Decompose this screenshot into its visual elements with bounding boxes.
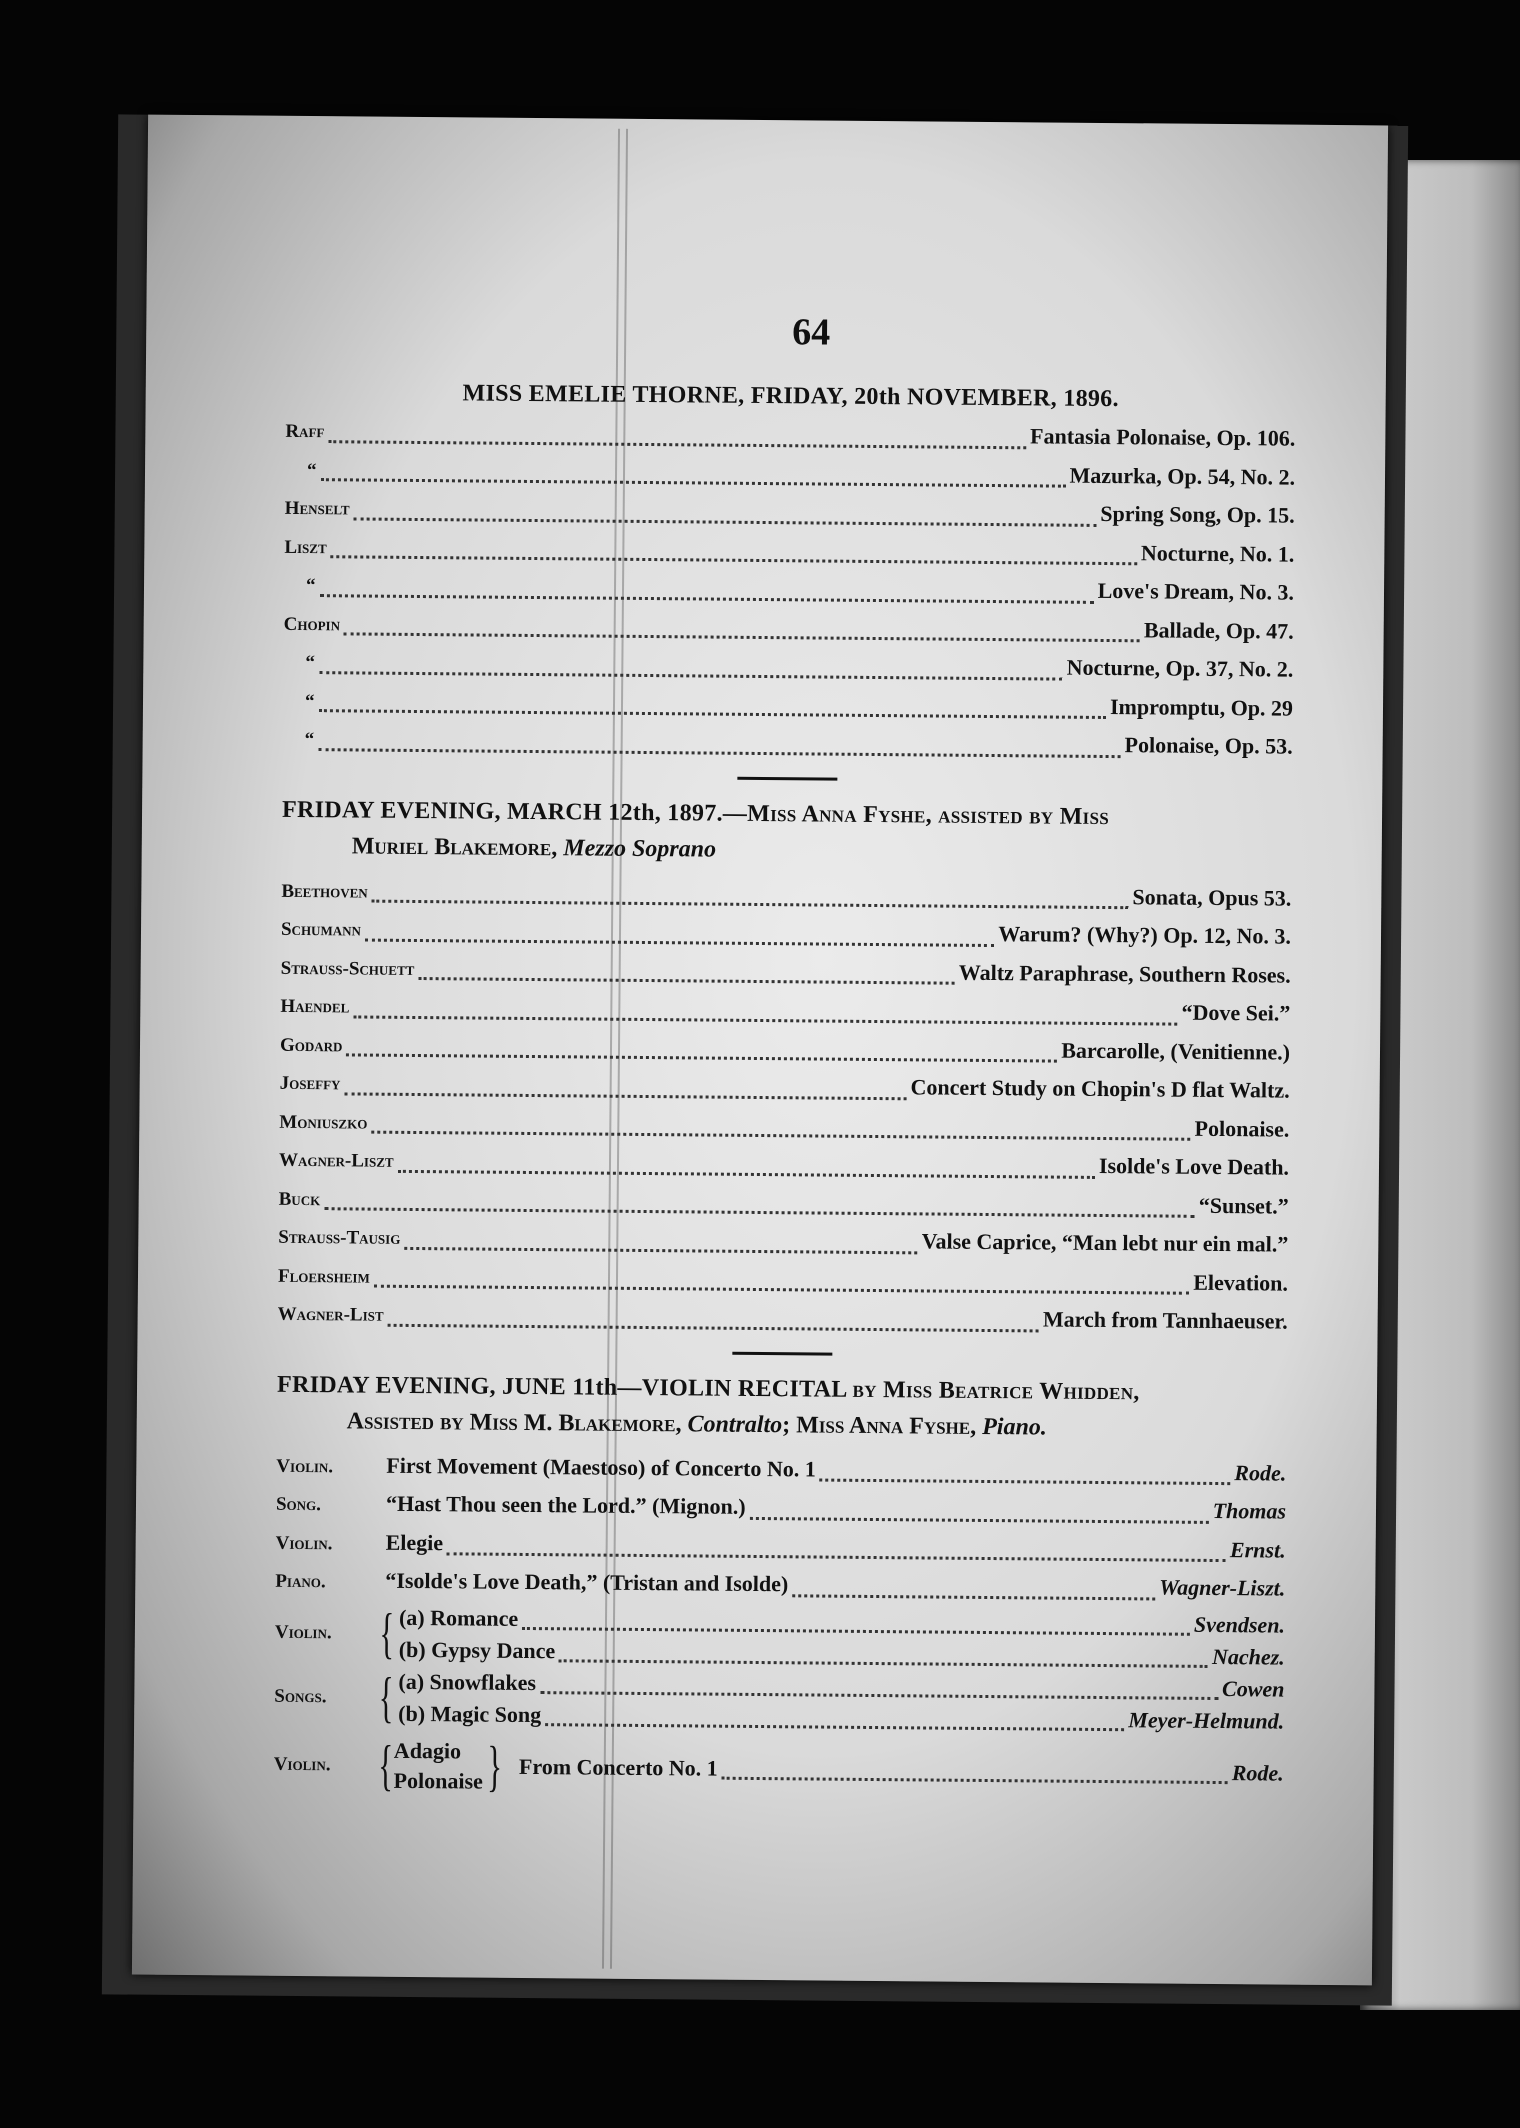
piece-title: Nocturne, Op. 37, No. 2. <box>1066 654 1294 682</box>
piece-title: Barcarolle, (Venitienne.) <box>1061 1037 1291 1065</box>
composer-name: Wagner-Liszt <box>278 1149 394 1172</box>
brace: { <box>377 1734 394 1797</box>
concerto-item <box>273 1732 1284 1805</box>
dot-leader <box>749 1507 1208 1524</box>
brace: { <box>378 1666 394 1729</box>
composer-name: Wagner-List <box>277 1303 384 1326</box>
piece-title: Elevation. <box>1193 1269 1289 1296</box>
piece-title: Impromptu, Op. 29 <box>1109 693 1294 721</box>
program-item <box>398 1697 1284 1737</box>
piece-title: “Sunset.” <box>1198 1192 1289 1219</box>
piece-title: (b) Gypsy Dance <box>398 1636 556 1663</box>
program-item <box>283 720 1293 767</box>
composer-name: Svendsen. <box>1193 1611 1286 1638</box>
dot-leader <box>353 507 1096 526</box>
dot-leader <box>353 1005 1177 1025</box>
dot-leader <box>365 928 994 946</box>
item-kind: Violin. <box>274 1621 332 1643</box>
program-list-2 <box>278 871 1292 1342</box>
program-item <box>278 1295 1288 1342</box>
piece-title: Isolde's Love Death. <box>1098 1152 1290 1180</box>
piece-title: “Isolde's Love Death,” (Tristan and Isolde) <box>385 1567 789 1597</box>
composer-name: Schumann <box>280 918 362 941</box>
dot-leader <box>447 1543 1226 1563</box>
composer-name: Beethoven <box>281 880 368 903</box>
piece-title: Polonaise. <box>1194 1115 1290 1142</box>
section-divider <box>732 1351 832 1355</box>
dot-leader <box>792 1584 1155 1600</box>
piece-title: Mazurka, Op. 54, No. 2. <box>1069 462 1296 490</box>
piece-title: “Dove Sei.” <box>1181 999 1291 1026</box>
recital-subheading-2: Muriel Blakemore, Mezzo Soprano <box>351 832 717 863</box>
dot-leader <box>319 584 1093 604</box>
piece-title: “Hast Thou seen the Lord.” (Mignon.) <box>385 1490 746 1519</box>
composer-name: “ <box>306 459 317 481</box>
piece-title: Nocturne, No. 1. <box>1140 539 1295 567</box>
piece-title: Sonata, Opus 53. <box>1132 883 1292 911</box>
piece-title: Polonaise, Op. 53. <box>1124 732 1293 759</box>
composer-name: Ernst. <box>1229 1536 1286 1563</box>
songs-group <box>274 1664 1285 1737</box>
piece-title: (a) Snowflakes <box>398 1668 537 1695</box>
piece-title: (b) Magic Song <box>398 1700 542 1727</box>
item-kind: Songs. <box>274 1685 327 1707</box>
piece-title: From Concerto No. 1 <box>518 1753 718 1781</box>
dot-leader <box>328 430 1026 449</box>
movements <box>393 1735 483 1796</box>
composer-name: Chopin <box>283 613 341 635</box>
dot-leader <box>318 738 1121 758</box>
movement: Adagio <box>393 1737 462 1763</box>
program-list-3 <box>275 1446 1286 1609</box>
composer-name: Moniuszko <box>279 1111 368 1134</box>
item-kind: Violin. <box>276 1455 334 1477</box>
dot-leader <box>418 967 955 985</box>
composer-name: “ <box>305 652 315 674</box>
dot-leader <box>545 1713 1124 1731</box>
dot-leader <box>318 699 1106 719</box>
piece-title: Elegie <box>385 1529 444 1555</box>
dot-leader <box>320 468 1065 488</box>
dot-leader <box>331 545 1137 565</box>
composer-name: Floersheim <box>277 1265 370 1288</box>
violin-group <box>275 1600 1286 1673</box>
item-kind: Violin. <box>275 1532 333 1554</box>
composer-name: Rode. <box>1234 1459 1287 1486</box>
program-list-1 <box>283 412 1296 767</box>
piece-title: March from Tannhaeuser. <box>1042 1306 1288 1334</box>
brace: } <box>487 1735 503 1798</box>
piece-title: Waltz Paraphrase, Southern Roses. <box>958 959 1291 988</box>
composer-name: Strauss-Tausig <box>278 1226 401 1249</box>
composer-name: “ <box>304 729 315 751</box>
dot-leader <box>374 1275 1190 1295</box>
piece-title: Fantasia Polonaise, Op. 106. <box>1030 423 1296 451</box>
page-number: 64 <box>792 311 831 354</box>
piece-title: Ballade, Op. 47. <box>1143 616 1294 644</box>
composer-name: Joseffy <box>279 1072 341 1095</box>
recital-heading-2: FRIDAY EVENING, MARCH 12th, 1897.—Miss Anna Fyshe, assisted by Miss <box>281 796 1110 830</box>
composer-name: Nachez. <box>1211 1643 1285 1670</box>
item-kind: Violin. <box>273 1753 331 1775</box>
dot-leader <box>397 1160 1094 1179</box>
section-divider <box>737 776 837 780</box>
dot-leader <box>387 1314 1038 1333</box>
dot-leader <box>344 623 1140 643</box>
composer-name: Buck <box>278 1188 321 1210</box>
piece-title: Love's Dream, No. 3. <box>1097 577 1295 605</box>
piece-title: Valse Caprice, “Man lebt nur ein mal.” <box>921 1228 1289 1257</box>
composer-name: Cowen <box>1221 1675 1285 1702</box>
piece-title: (a) Romance <box>398 1604 519 1631</box>
composer-name: Wagner-Liszt. <box>1159 1574 1286 1601</box>
movement: Polonaise <box>393 1767 483 1794</box>
piece-title: First Movement (Maestoso) of Concerto No. 1 <box>386 1452 816 1482</box>
piece-title: Spring Song, Op. 15. <box>1100 500 1295 528</box>
page-content <box>273 306 1296 1805</box>
composer-name: Rode. <box>1231 1759 1284 1786</box>
dot-leader <box>404 1237 917 1254</box>
dot-leader <box>522 1617 1190 1636</box>
composer-name: Meyer-Helmund. <box>1128 1706 1285 1734</box>
piece-title: Warum? (Why?) Op. 12, No. 3. <box>998 921 1292 949</box>
recital-heading-1: MISS EMELIE THORNE, FRIDAY, 20th NOVEMBER, 1896. <box>462 380 1119 413</box>
dot-leader <box>540 1681 1218 1700</box>
dot-leader <box>722 1767 1228 1784</box>
composer-name: “ <box>305 575 316 597</box>
brace: { <box>379 1602 395 1665</box>
book-page <box>132 115 1388 1986</box>
item-kind: Piano. <box>275 1570 326 1593</box>
dot-leader <box>820 1469 1231 1486</box>
composer-name: Godard <box>279 1034 343 1056</box>
composer-name: Liszt <box>284 536 327 558</box>
composer-name: Thomas <box>1212 1497 1287 1524</box>
recital-subheading-3: Assisted by Miss M. Blakemore, Contralto; Miss Anna Fyshe, Piano. <box>346 1407 1047 1441</box>
composer-name: Raff <box>285 420 325 443</box>
recital-heading-3: FRIDAY EVENING, JUNE 11th—VIOLIN RECITAL by Miss Beatrice Whidden, <box>276 1371 1140 1405</box>
composer-name: Haendel <box>280 995 350 1018</box>
piece-title: Concert Study on Chopin's D flat Waltz. <box>910 1074 1290 1103</box>
item-kind: Song. <box>275 1493 322 1516</box>
dot-leader <box>371 1121 1190 1141</box>
composer-name: Strauss-Schuett <box>280 957 415 980</box>
composer-name: “ <box>304 690 315 712</box>
dot-leader <box>324 1197 1195 1218</box>
dot-leader <box>344 1082 906 1100</box>
dot-leader <box>559 1649 1208 1668</box>
dot-leader <box>319 661 1063 680</box>
composer-name: Henselt <box>284 497 350 520</box>
dot-leader <box>346 1044 1057 1063</box>
dot-leader <box>372 890 1129 910</box>
